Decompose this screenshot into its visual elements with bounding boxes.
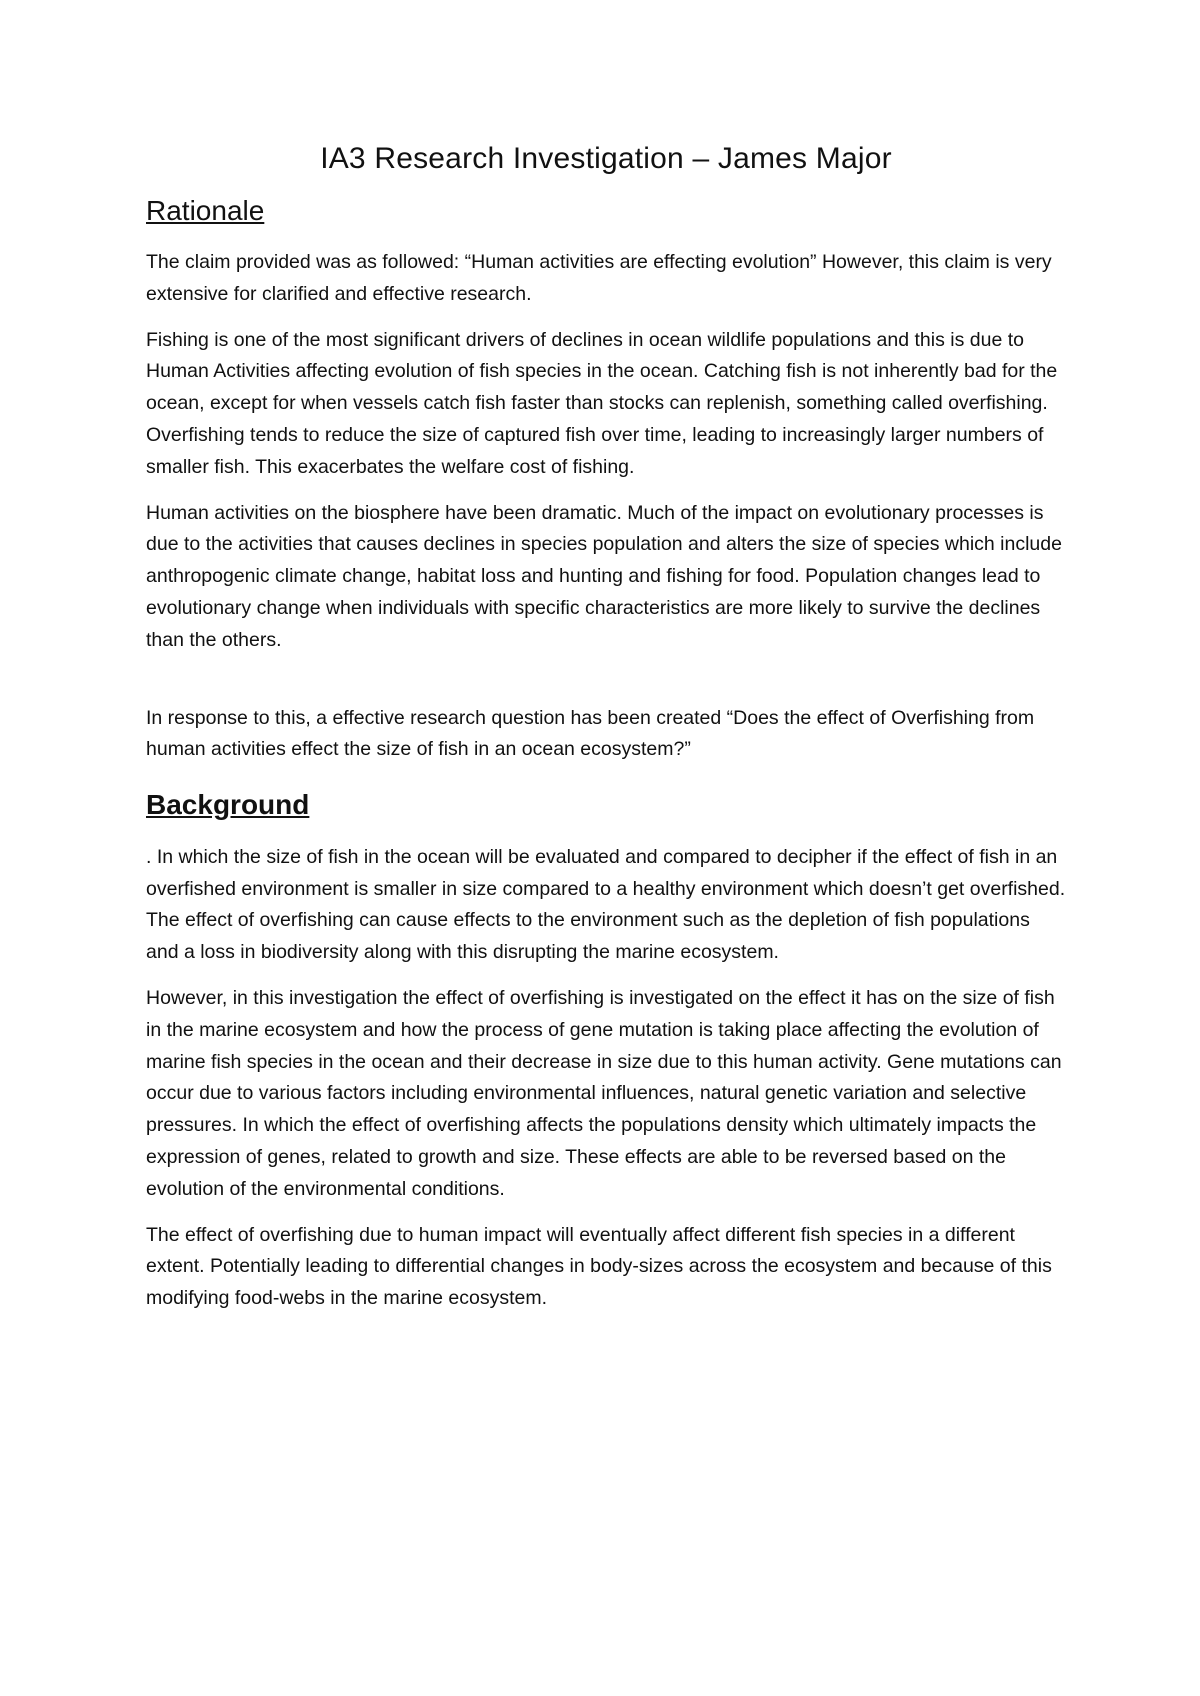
rationale-paragraph: The claim provided was as followed: “Human activities are effecting evolution” However, this claim is very extensive for clarified and effective research. [146, 251, 1052, 305]
blank-line [146, 671, 1066, 703]
rationale-paragraph: Human activities on the biosphere have been dramatic. Much of the impact on evolutionary processes is due to the activities that causes declines in species population and alters the size of species which include anthropogenic climate change, habitat loss and hunting and fishing for food. Population changes lead to evolutionary change when individuals with specific characteristics are more likely to survive the declines than the others. [146, 501, 1062, 651]
rationale-paragraph: Fishing is one of the most significant drivers of declines in ocean wildlife populations and this is due to Human Activities affecting evolution of fish species in the ocean. Catching fish is not inherently bad for the ocean, except for when vessels catch fish faster than stocks can replenish, something called overfishing. Overfishing tends to reduce the size of captured fish over time, leading to increasingly larger numbers of smaller fish. This exacerbates the welfare cost of fishing. [146, 328, 1058, 478]
document-title: IA3 Research Investigation – James Major [320, 142, 892, 175]
background-paragraph: However, in this investigation the effect of overfishing is investigated on the effect it has on the size of fish in the marine ecosystem and how the process of gene mutation is taking place affecting the evolution of marine fish species in the ocean and their decrease in size due to this human activity. Gene mutations can occur due to various factors including environmental influences, natural genetic variation and selective pressures. In which the effect of overfishing affects the populations density which ultimately impacts the expression of genes, related to growth and size. These effects are able to be reversed based on the evolution of the environmental conditions. [146, 987, 1062, 1200]
background-paragraph: The effect of overfishing due to human impact will eventually affect different fish species in a different extent. Potentially leading to differential changes in body-sizes across the ecosystem and because of this modifying food-webs in the marine ecosystem. [146, 1223, 1052, 1310]
document-body [146, 140, 1066, 1329]
rationale-heading: Rationale [146, 194, 265, 226]
research-question-paragraph: In response to this, a effective research question has been created “Does the effect of Overfishing from human activities effect the size of fish in an ocean ecosystem?” [146, 706, 1035, 761]
background-paragraph: . In which the size of fish in the ocean will be evaluated and compared to decipher if the effect of fish in an overfished environment is smaller in size compared to a healthy environment which doesn’t get overfished. The effect of overfishing can cause effects to the environment such as the depletion of fish populations and a loss in biodiversity along with this disrupting the marine ecosystem. [146, 845, 1066, 964]
background-heading: Background [146, 789, 310, 821]
